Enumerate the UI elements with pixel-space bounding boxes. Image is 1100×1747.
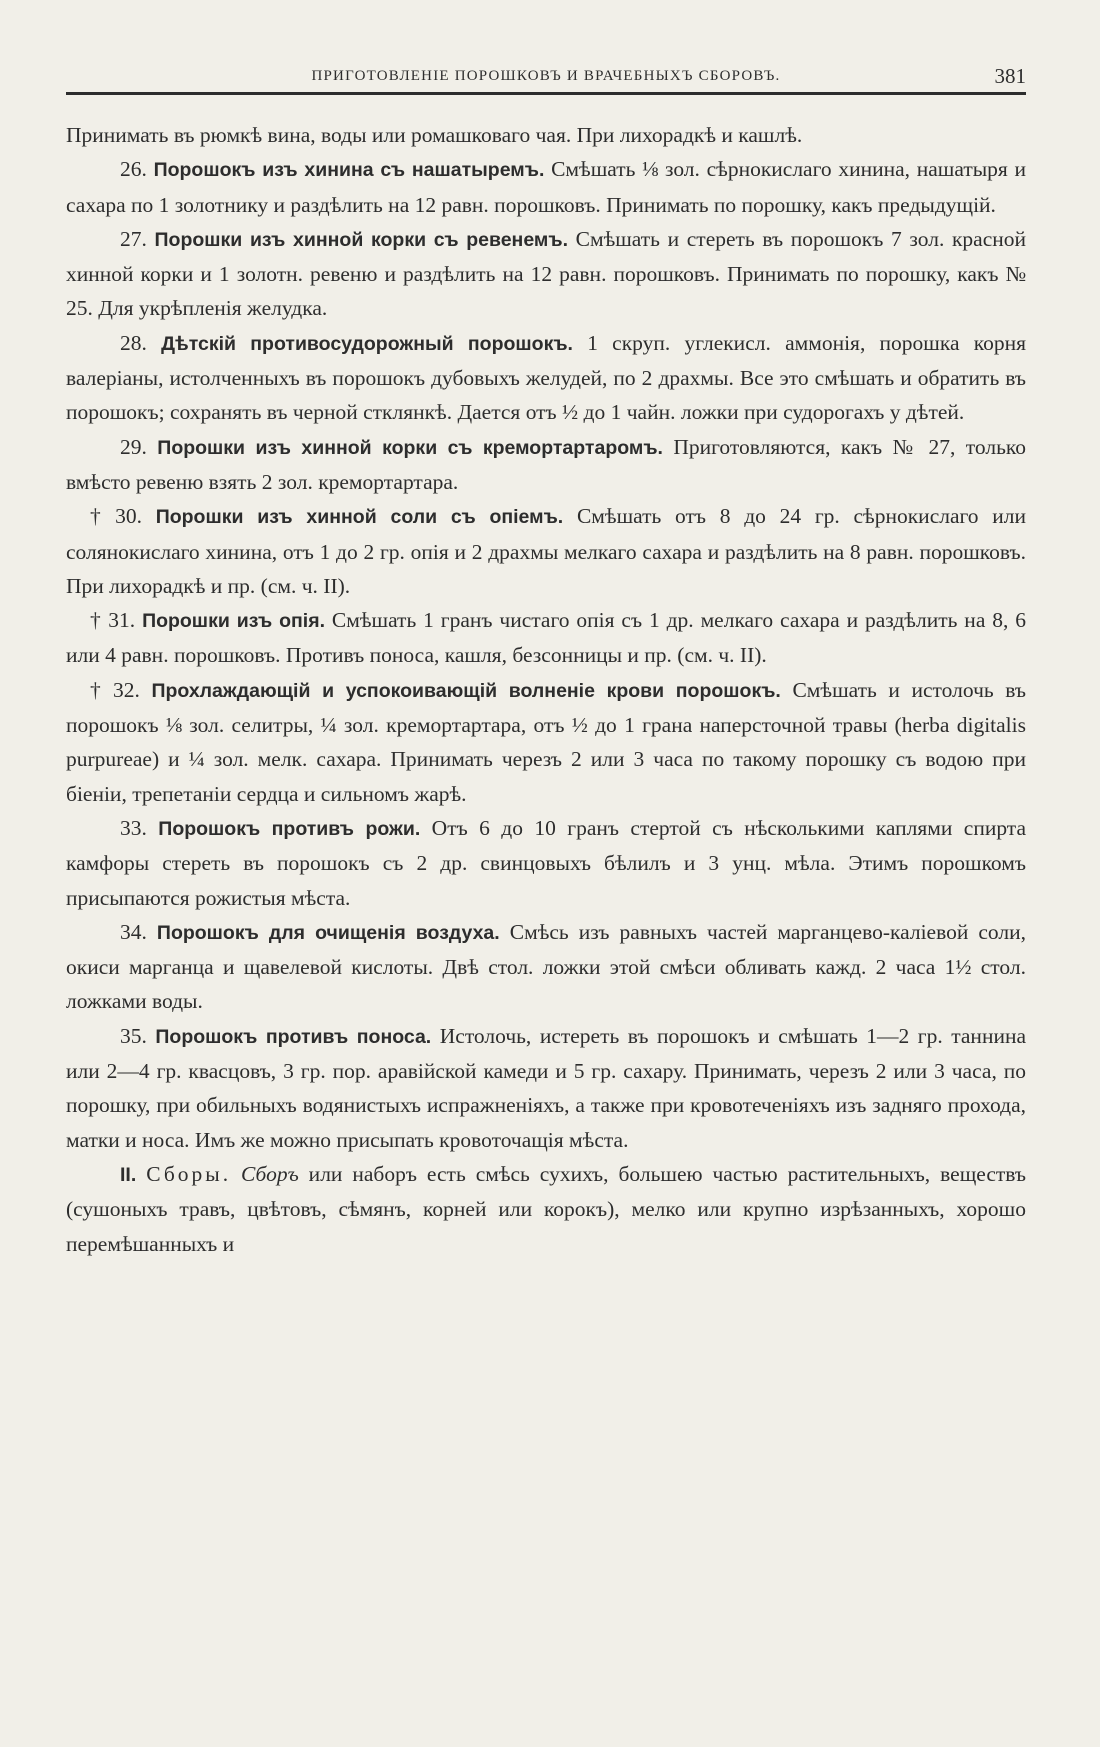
entry-number: 30.	[115, 504, 142, 529]
entry-heading: Порошки изъ опія.	[142, 610, 325, 633]
entry-heading: Порошокъ изъ хинина съ нашатыремъ.	[153, 159, 545, 182]
entry-text: Смѣшать отъ 8 до 24 гр. сѣрнокислаго или солянокислаго хинина, отъ 1 до 2 гр. опія и 2 драхмы мелкаго сахара и раздѣлить на 8 равн. порошковъ. При лихорадкѣ и пр. (см. ч. II).	[66, 504, 1027, 598]
entry-paragraph	[66, 430, 1026, 500]
entry-text: Истолочь, истереть въ порошокъ и смѣшать 1—2 гр. таннина или 2—4 гр. квасцовъ, 3 гр. пор. аравійской камеди и 5 гр. сахару. Принимать, черезъ 2 или 3 часа, по порошку, при обильныхъ водянистыхъ испражненіяхъ, а также при кровотеченіяхъ изъ задняго прохода, матки и носа. Имъ же можно присыпать кровоточащія мѣста.	[66, 1023, 1026, 1152]
running-title: ПРИГОТОВЛЕНІЕ ПОРОШКОВЪ И ВРАЧЕБНЫХЪ СБОРОВЪ.	[311, 68, 781, 84]
entry-text: Смѣшать ⅛ зол. сѣрнокислаго хинина, нашатыря и сахара по 1 золотнику и раздѣлить на 12 равн. порошковъ. Принимать по порошку, какъ предыдущій.	[66, 157, 1027, 217]
entry-heading: Порошокъ противъ поноса.	[155, 1025, 432, 1048]
entry-heading: Порошки изъ хинной корки съ ревенемъ.	[154, 228, 568, 251]
entry-text: Смѣшать и истолочь въ порошокъ ⅛ зол. селитры, ¼ зол. кремортартара, отъ ½ до 1 грана наперсточной травы (herba digitalis purpureae) и ¼ зол. мелк. сахара. Принимать черезъ 2 или 3 часа по такому порошку съ водою при біеніи, трепетаніи сердца и сильномъ жарѣ.	[66, 677, 1027, 806]
entry-text: Отъ 6 до 10 гранъ стертой съ нѣсколькими каплями спирта камфоры стереть въ порошокъ съ 2 др. свинцовыхъ бѣлилъ и 3 унц. мѣла. Этимъ порошкомъ присыпаются рожистыя мѣста.	[66, 815, 1027, 910]
section-paragraph	[66, 1157, 1026, 1261]
entry-paragraph	[66, 326, 1026, 430]
entry-text: Смѣшать и стереть въ порошокъ 7 зол. красной хинной корки и 1 золотн. ревеню и раздѣлить на 12 равн. порошковъ. Принимать по порошку, какъ № 25. Для укрѣпленія желудка.	[66, 226, 1026, 321]
entry-heading: Порошокъ для очищенія воздуха.	[156, 921, 500, 944]
entry-paragraph	[66, 499, 1026, 603]
entry-number: 29.	[120, 434, 147, 459]
entry-heading: Прохлаждающій и успокоивающій волненіе крови порошокъ.	[151, 679, 781, 702]
entry-text: 1 скруп. углекисл. аммонія, порошка корня валеріаны, истолченныхъ въ порошокъ дубовыхъ желудей, по 2 драхмы. Все это смѣшать и обратить въ порошокъ; сохранять въ черной стклянкѣ. Дается отъ ½ до 1 чайн. ложки при судорогахъ у дѣтей.	[66, 330, 1026, 425]
dagger-mark: †	[90, 608, 103, 633]
entry-number: 26.	[120, 157, 147, 182]
entry-paragraph	[66, 222, 1026, 326]
entry-number: 33.	[120, 815, 147, 840]
entry-paragraph	[66, 1019, 1026, 1157]
entry-number: 32.	[112, 677, 140, 702]
page-number: 381	[994, 64, 1026, 88]
dagger-mark: †	[90, 504, 110, 529]
entry-heading: Порошки изъ хинной корки съ кремортартаромъ.	[157, 436, 663, 459]
entry-number: 27.	[120, 226, 147, 251]
entry-text: Приготовляются, какъ № 27, только вмѣсто ревеню взять 2 зол. кремортартара.	[66, 434, 1026, 494]
entry-heading: Дѣтскій противосудорожный порошокъ.	[161, 332, 573, 355]
dagger-mark: †	[90, 677, 107, 702]
entry-paragraph	[66, 603, 1026, 673]
entry-heading: Порошокъ противъ рожи.	[158, 817, 421, 840]
entry-paragraph	[66, 673, 1026, 811]
entry-number: 34.	[120, 919, 147, 944]
page-header	[66, 62, 1026, 95]
entry-number: 28.	[120, 330, 147, 355]
entry-paragraph	[66, 152, 1026, 222]
entry-text: Смѣшать 1 гранъ чистаго опія съ 1 др. мелкаго сахара и раздѣлить на 8, 6 или 4 равн. порошковъ. Противъ поноса, кашля, безсонницы и пр. (см. ч. II).	[66, 608, 1027, 668]
page-body	[66, 118, 1026, 1261]
entry-heading: Порошки изъ хинной соли съ опіемъ.	[155, 506, 564, 529]
entry-number: 31.	[108, 608, 136, 633]
section-title: Сборы.	[146, 1161, 232, 1186]
section-term: Сборъ	[241, 1161, 299, 1186]
entry-paragraph	[66, 915, 1026, 1019]
entry-text: Смѣсь изъ равныхъ частей марганцево-каліевой соли, окиси марганца и щавелевой кислоты. Двѣ стол. ложки этой смѣси обливать кажд. 2 часа 1½ стол. ложками воды.	[66, 919, 1027, 1014]
entries-list	[66, 152, 1026, 1157]
entry-paragraph	[66, 811, 1026, 915]
section-number: II.	[120, 1163, 137, 1186]
entry-number: 35.	[120, 1023, 147, 1048]
section-text: или наборъ есть смѣсь сухихъ, большею частью растительныхъ, веществъ (сушоныхъ травъ, цвѣтовъ, сѣмянъ, корней или корокъ), мелко или крупно изрѣзанныхъ, хорошо перемѣшанныхъ и	[66, 1161, 1027, 1256]
continuation-paragraph: Принимать въ рюмкѣ вина, воды или ромашковаго чая. При лихорадкѣ и кашлѣ.	[66, 123, 803, 147]
